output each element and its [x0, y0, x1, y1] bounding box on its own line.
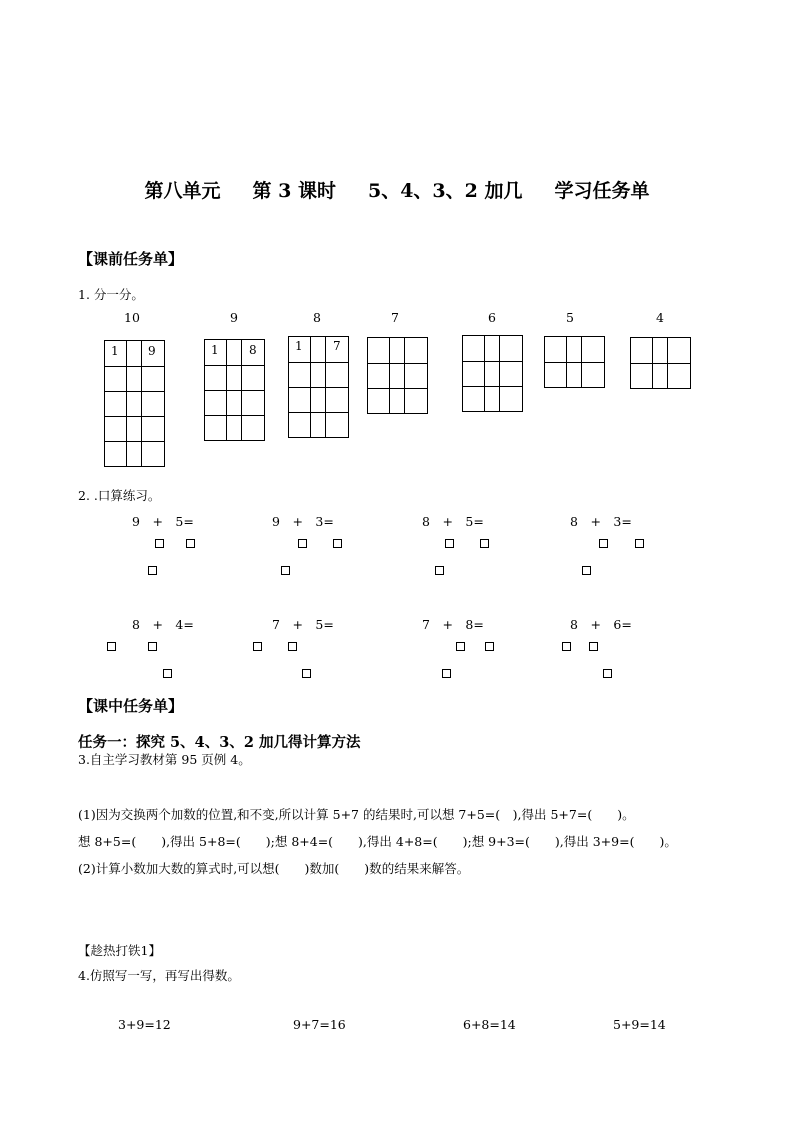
- mental-math-equation: 8 + 3=: [570, 514, 632, 529]
- q3-line3: (2)计算小数加大数的算式时,可以想( )数加( )数的结果来解答。: [78, 861, 470, 876]
- split-grid: [104, 340, 165, 467]
- split-total: 4: [656, 310, 664, 325]
- mental-math-equation: 9 + 5=: [132, 514, 194, 529]
- split-left-value: 1: [295, 339, 303, 353]
- answer-box[interactable]: [155, 539, 164, 548]
- answer-box[interactable]: [485, 642, 494, 651]
- example-equation: 5+9=14: [613, 1017, 666, 1032]
- answer-box[interactable]: [253, 642, 262, 651]
- split-right-value: 7: [333, 339, 341, 353]
- split-right-value: 8: [249, 343, 257, 357]
- answer-box[interactable]: [582, 566, 591, 575]
- split-right-value: 9: [148, 344, 156, 358]
- answer-box[interactable]: [445, 539, 454, 548]
- title-topic: 5、4、3、2 加几: [367, 180, 523, 202]
- mental-math-equation: 7 + 8=: [422, 617, 484, 632]
- split-total: 6: [488, 310, 496, 325]
- split-total: 5: [566, 310, 574, 325]
- mental-math-equation: 8 + 4=: [132, 617, 194, 632]
- title-lesson: 第 3 课时: [252, 180, 336, 202]
- split-left-value: 1: [211, 343, 219, 357]
- split-total: 8: [313, 310, 321, 325]
- q1-label: 1. 分一分。: [78, 287, 144, 302]
- q3-label: 3.自主学习教材第 95 页例 4。: [78, 752, 251, 767]
- split-grid: [288, 336, 349, 438]
- answer-box[interactable]: [298, 539, 307, 548]
- split-grid: [204, 339, 265, 441]
- split-total: 10: [124, 310, 140, 325]
- answer-box[interactable]: [148, 642, 157, 651]
- answer-box[interactable]: [599, 539, 608, 548]
- answer-box[interactable]: [107, 642, 116, 651]
- mental-math-equation: 9 + 3=: [272, 514, 334, 529]
- split-grid: [367, 337, 428, 414]
- answer-box[interactable]: [562, 642, 571, 651]
- answer-box[interactable]: [288, 642, 297, 651]
- in-class-header: 【课中任务单】: [78, 697, 184, 715]
- example-equation: 9+7=16: [293, 1017, 346, 1032]
- split-total: 9: [230, 310, 238, 325]
- split-left-value: 1: [111, 344, 119, 358]
- answer-box[interactable]: [480, 539, 489, 548]
- mental-math-equation: 7 + 5=: [272, 617, 334, 632]
- q2-label: 2. .口算练习。: [78, 488, 161, 503]
- answer-box[interactable]: [186, 539, 195, 548]
- answer-box[interactable]: [435, 566, 444, 575]
- pre-class-header: 【课前任务单】: [78, 250, 184, 268]
- answer-box[interactable]: [333, 539, 342, 548]
- q3-line1: (1)因为交换两个加数的位置,和不变,所以计算 5+7 的结果时,可以想 7+5=( ),得出 5+7=( )。: [78, 807, 635, 822]
- answer-box[interactable]: [281, 566, 290, 575]
- task1-title: 任务一：探究 5、4、3、2 加几得计算方法: [78, 734, 361, 751]
- title-sheet: 学习任务单: [554, 180, 650, 202]
- page-title: [0, 176, 794, 203]
- example-equation: 6+8=14: [463, 1017, 516, 1032]
- mental-math-equation: 8 + 6=: [570, 617, 632, 632]
- answer-box[interactable]: [442, 669, 451, 678]
- mental-math-equation: 8 + 5=: [422, 514, 484, 529]
- answer-box[interactable]: [589, 642, 598, 651]
- split-grid: [630, 337, 691, 389]
- answer-box[interactable]: [148, 566, 157, 575]
- title-unit: 第八单元: [144, 180, 221, 202]
- answer-box[interactable]: [163, 669, 172, 678]
- answer-box[interactable]: [635, 539, 644, 548]
- answer-box[interactable]: [302, 669, 311, 678]
- q4-label: 4.仿照写一写，再写出得数。: [78, 968, 240, 983]
- answer-box[interactable]: [603, 669, 612, 678]
- split-total: 7: [391, 310, 399, 325]
- practice-header: 【趁热打铁1】: [78, 943, 161, 958]
- split-grid: [462, 335, 523, 412]
- split-grid: [544, 336, 605, 388]
- q3-line2: 想 8+5=( ),得出 5+8=( );想 8+4=( ),得出 4+8=( );想 9+3=( ),得出 3+9=( )。: [78, 834, 677, 849]
- example-equation: 3+9=12: [118, 1017, 171, 1032]
- answer-box[interactable]: [456, 642, 465, 651]
